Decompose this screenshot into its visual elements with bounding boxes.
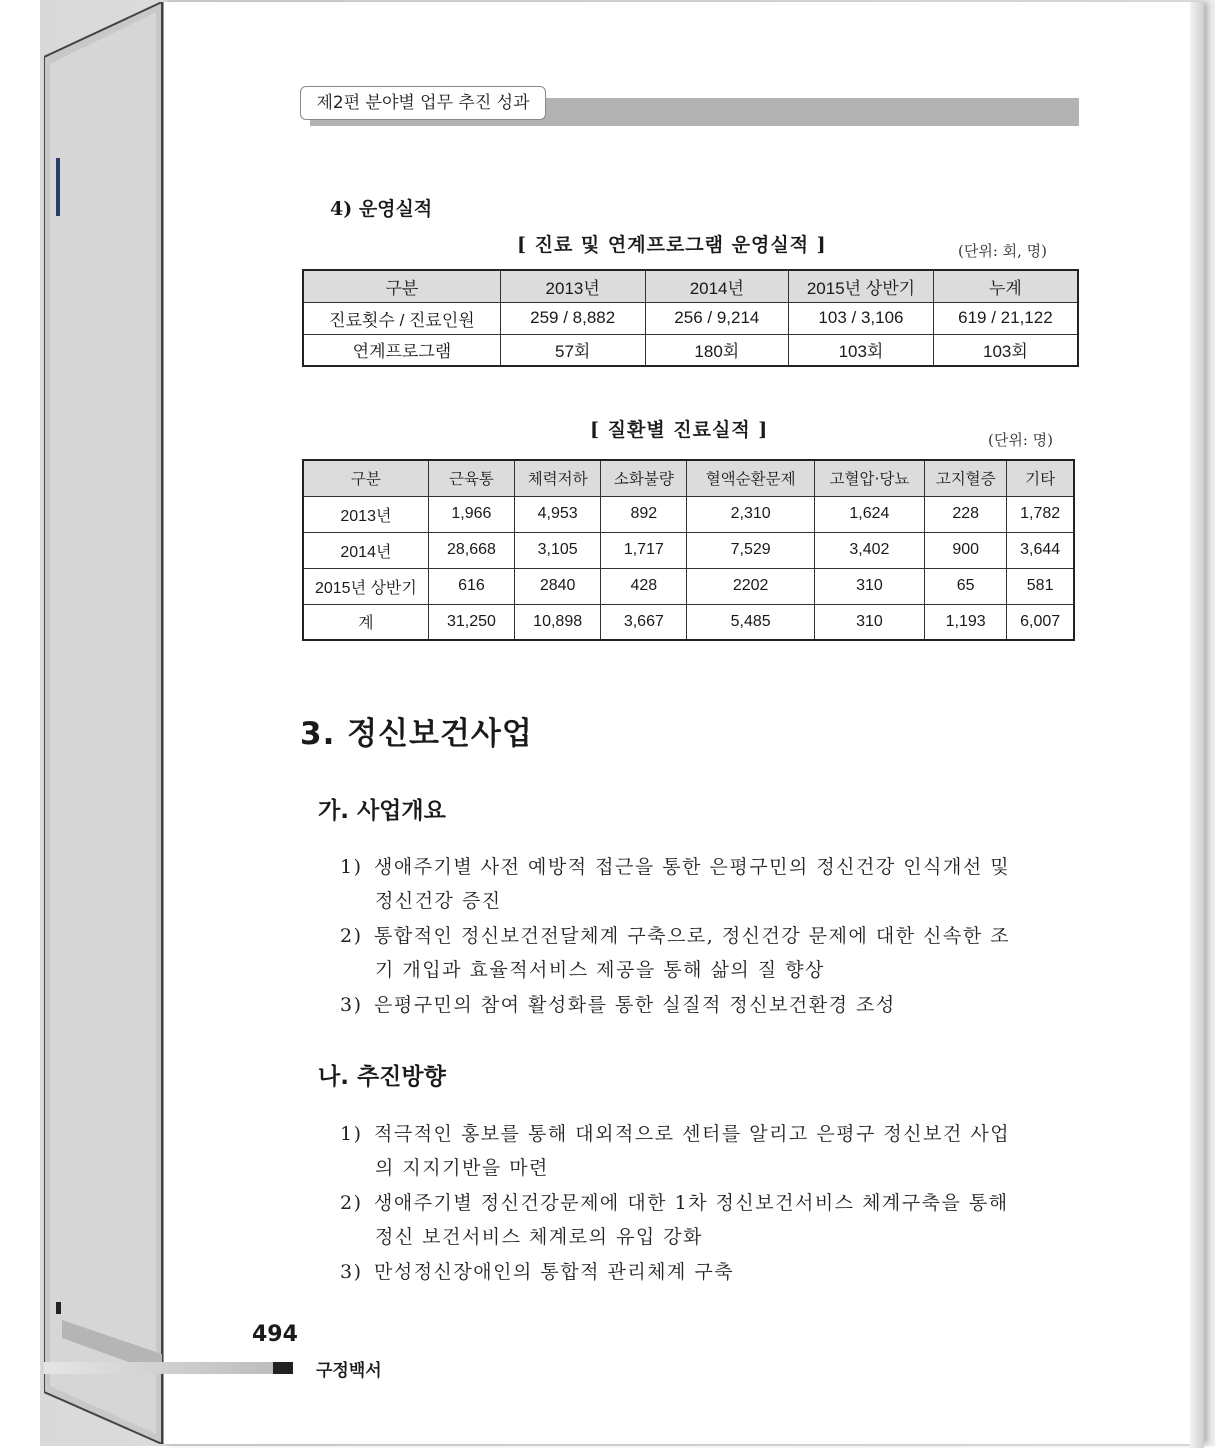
table-cell: 7,529 xyxy=(687,532,814,568)
list-item xyxy=(340,850,1080,918)
table-cell: 310 xyxy=(814,568,924,604)
table-cell: 3,402 xyxy=(814,532,924,568)
list-item xyxy=(340,919,1080,987)
table-cell: 6,007 xyxy=(1007,604,1074,640)
table1-unit: (단위: 회, 명) xyxy=(958,242,1048,260)
item-number: 3) xyxy=(340,994,363,1016)
table-cell: 616 xyxy=(428,568,514,604)
item-number: 3) xyxy=(340,1261,363,1283)
operations-table xyxy=(302,269,1079,367)
item-text-cont: 정신건강 증진 xyxy=(375,890,502,912)
table-row xyxy=(303,302,1078,334)
item-number: 2) xyxy=(340,1192,363,1214)
column-header: 혈액순환문제 xyxy=(687,460,814,496)
column-header: 소화불량 xyxy=(601,460,687,496)
page-edge xyxy=(1190,2,1204,1448)
table-cell: 1,717 xyxy=(601,532,687,568)
list-item xyxy=(340,988,1080,1022)
table-cell: 228 xyxy=(925,496,1007,532)
book-spine xyxy=(44,2,164,1444)
table-cell: 256 / 9,214 xyxy=(645,302,789,334)
table2-title: [ 질환별 진료실적 ] xyxy=(590,419,769,441)
disease-table xyxy=(302,459,1075,641)
column-header: 체력저하 xyxy=(515,460,601,496)
table-cell: 3,644 xyxy=(1007,532,1074,568)
list-item xyxy=(340,1186,1080,1254)
table-row xyxy=(303,334,1078,366)
list-item xyxy=(340,1255,1080,1289)
table1-title: [ 진료 및 연계프로그램 운영실적 ] xyxy=(517,234,827,256)
table-cell: 10,898 xyxy=(515,604,601,640)
item-number: 1) xyxy=(340,856,363,878)
item-text: 만성정신장애인의 통합적 관리체계 구축 xyxy=(374,1261,735,1283)
table-cell: 5,485 xyxy=(687,604,814,640)
table-cell: 계 xyxy=(303,604,428,640)
item-text-cont: 정신 보건서비스 체계로의 유입 강화 xyxy=(375,1226,703,1248)
table-cell: 103 / 3,106 xyxy=(789,302,934,334)
table-cell: 180회 xyxy=(645,334,789,366)
table2-unit: (단위: 명) xyxy=(988,431,1053,449)
table-cell: 57회 xyxy=(500,334,645,366)
item-text: 생애주기별 사전 예방적 접근을 통한 은평구민의 정신건강 인식개선 및 xyxy=(374,856,1011,878)
direction-title: 나. 추진방향 xyxy=(318,1064,446,1090)
table-cell: 259 / 8,882 xyxy=(500,302,645,334)
column-header: 구분 xyxy=(303,460,428,496)
item-number: 1) xyxy=(340,1123,363,1145)
table-cell: 581 xyxy=(1007,568,1074,604)
table-cell: 310 xyxy=(814,604,924,640)
table-cell: 1,193 xyxy=(925,604,1007,640)
book-title: 구정백서 xyxy=(316,1361,382,1381)
table-row xyxy=(303,604,1074,640)
table-cell: 428 xyxy=(601,568,687,604)
section-title: 3. 정신보건사업 xyxy=(300,716,533,752)
item-text: 통합적인 정신보건전달체계 구축으로, 정신건강 문제에 대한 신속한 조 xyxy=(374,925,1011,947)
item-text: 생애주기별 정신건강문제에 대한 1차 정신보건서비스 체계구축을 통해 xyxy=(374,1192,1009,1214)
page-number: 494 xyxy=(252,1322,298,1347)
item-text-cont: 의 지지기반을 마련 xyxy=(375,1157,549,1179)
table-cell: 2014년 xyxy=(303,532,428,568)
subsection-heading: 4) 운영실적 xyxy=(330,198,433,220)
column-header: 누계 xyxy=(933,270,1078,302)
table-cell: 2015년 상반기 xyxy=(303,568,428,604)
column-header: 2013년 xyxy=(500,270,645,302)
item-text-cont: 기 개입과 효율적서비스 제공을 통해 삶의 질 향상 xyxy=(375,959,825,981)
column-header: 근육통 xyxy=(428,460,514,496)
footer-marker xyxy=(273,1362,293,1374)
table-cell: 619 / 21,122 xyxy=(933,302,1078,334)
table-cell: 103회 xyxy=(933,334,1078,366)
table-cell: 65 xyxy=(925,568,1007,604)
table-cell: 2840 xyxy=(515,568,601,604)
chapter-tab: 제2편 분야별 업무 추진 성과 xyxy=(300,86,546,120)
overview-title: 가. 사업개요 xyxy=(318,798,446,824)
table-cell: 1,624 xyxy=(814,496,924,532)
table-cell: 진료횟수 / 진료인원 xyxy=(303,302,500,334)
table-cell: 31,250 xyxy=(428,604,514,640)
column-header: 고지혈증 xyxy=(925,460,1007,496)
table-cell: 28,668 xyxy=(428,532,514,568)
table-row xyxy=(303,532,1074,568)
footer-bar xyxy=(44,1362,276,1374)
table-cell: 2013년 xyxy=(303,496,428,532)
table-header-row xyxy=(303,270,1078,302)
column-header: 2014년 xyxy=(645,270,789,302)
item-text: 은평구민의 참여 활성화를 통한 실질적 정신보건환경 조성 xyxy=(374,994,896,1016)
column-header: 고혈압·당뇨 xyxy=(814,460,924,496)
table-cell: 2202 xyxy=(687,568,814,604)
table-cell: 연계프로그램 xyxy=(303,334,500,366)
table-cell: 900 xyxy=(925,532,1007,568)
item-number: 2) xyxy=(340,925,363,947)
table-cell: 4,953 xyxy=(515,496,601,532)
table-cell: 2,310 xyxy=(687,496,814,532)
column-header: 기타 xyxy=(1007,460,1074,496)
table-cell: 103회 xyxy=(789,334,934,366)
table-cell: 1,782 xyxy=(1007,496,1074,532)
table-cell: 3,105 xyxy=(515,532,601,568)
table-cell: 1,966 xyxy=(428,496,514,532)
table-row xyxy=(303,496,1074,532)
table-row xyxy=(303,568,1074,604)
column-header: 2015년 상반기 xyxy=(789,270,934,302)
table-cell: 892 xyxy=(601,496,687,532)
list-item xyxy=(340,1117,1080,1185)
column-header: 구분 xyxy=(303,270,500,302)
item-text: 적극적인 홍보를 통해 대외적으로 센터를 알리고 은평구 정신보건 사업 xyxy=(374,1123,1011,1145)
table-cell: 3,667 xyxy=(601,604,687,640)
table-header-row xyxy=(303,460,1074,496)
